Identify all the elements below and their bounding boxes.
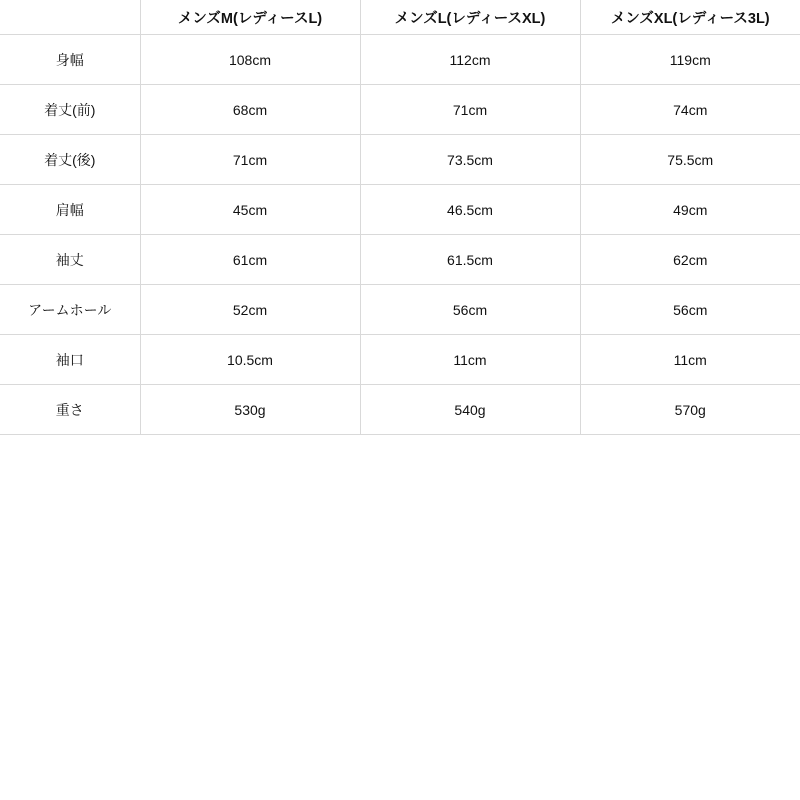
cell-shoulder-width-xl: 49cm	[580, 185, 800, 235]
cell-sleeve-length-xl: 62cm	[580, 235, 800, 285]
cell-cuff-xl: 11cm	[580, 335, 800, 385]
row-header-shoulder-width: 肩幅	[0, 185, 140, 235]
cell-shoulder-width-l: 46.5cm	[360, 185, 580, 235]
cell-armhole-xl: 56cm	[580, 285, 800, 335]
cell-weight-xl: 570g	[580, 385, 800, 435]
column-header-3: メンズXL(レディース3L)	[580, 0, 800, 35]
cell-sleeve-length-l: 61.5cm	[360, 235, 580, 285]
table-header	[0, 0, 800, 35]
cell-length-back-xl: 75.5cm	[580, 135, 800, 185]
table-row	[0, 335, 800, 385]
cell-length-front-m: 68cm	[140, 85, 360, 135]
cell-body-width-l: 112cm	[360, 35, 580, 85]
cell-cuff-m: 10.5cm	[140, 335, 360, 385]
table-body	[0, 35, 800, 435]
column-header-2: メンズL(レディースXL)	[360, 0, 580, 35]
cell-cuff-l: 11cm	[360, 335, 580, 385]
table-header-row	[0, 0, 800, 35]
row-header-sleeve-length: 袖丈	[0, 235, 140, 285]
table-row	[0, 85, 800, 135]
cell-armhole-m: 52cm	[140, 285, 360, 335]
row-header-length-front: 着丈(前)	[0, 85, 140, 135]
row-header-length-back: 着丈(後)	[0, 135, 140, 185]
table-row	[0, 135, 800, 185]
cell-sleeve-length-m: 61cm	[140, 235, 360, 285]
row-header-body-width: 身幅	[0, 35, 140, 85]
table-row	[0, 235, 800, 285]
cell-body-width-xl: 119cm	[580, 35, 800, 85]
cell-length-back-m: 71cm	[140, 135, 360, 185]
cell-length-back-l: 73.5cm	[360, 135, 580, 185]
row-header-weight: 重さ	[0, 385, 140, 435]
cell-body-width-m: 108cm	[140, 35, 360, 85]
column-header-1: メンズM(レディースL)	[140, 0, 360, 35]
cell-shoulder-width-m: 45cm	[140, 185, 360, 235]
row-header-cuff: 袖口	[0, 335, 140, 385]
cell-weight-m: 530g	[140, 385, 360, 435]
table-row	[0, 385, 800, 435]
cell-weight-l: 540g	[360, 385, 580, 435]
table-row	[0, 35, 800, 85]
cell-length-front-xl: 74cm	[580, 85, 800, 135]
table-row	[0, 285, 800, 335]
table-corner-cell	[0, 0, 140, 35]
cell-length-front-l: 71cm	[360, 85, 580, 135]
row-header-armhole: アームホール	[0, 285, 140, 335]
table-row	[0, 185, 800, 235]
cell-armhole-l: 56cm	[360, 285, 580, 335]
